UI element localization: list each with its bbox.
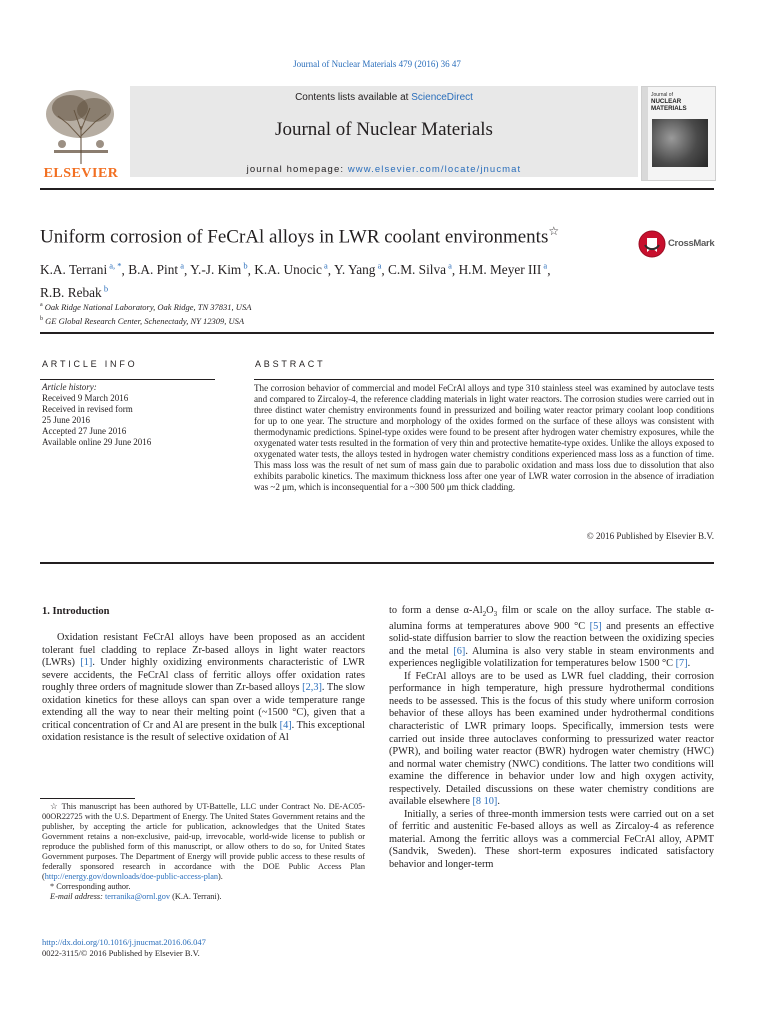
homepage-prefix: journal homepage: [246, 164, 348, 175]
reference-link[interactable]: [6] [453, 645, 466, 657]
abstract-text: The corrosion behavior of commercial and model FeCrAl alloys and type 310 stainless steel was examined by autoclave tests and compared to Zircaloy-4, the reference cladding materials in light water reactors. The corrosion studies were carried out in three distinct water chemistry environments found in pressurized and boiling water reactor primary coolant loop conditions for up to one year. The structure and morphology of the oxides formed on the surface of these alloys was consistent with thermodynamic predictions. Spinel-type oxides were found to be present after hydrogen water chemistry exposures, while the oxygenated water tests resulted in the formation of very thin and protective hematite-type oxides. Unlike the alloys exposed to oxygenated water tests, the alloys tested in hydrogen water chemistry conditions experienced mass loss as a function of time. This mass loss was the result of net sum of mass gain due to parabolic oxidation and mass loss due to dissolution that also exhibits parabolic kinetics. The maximum thickness loss after one year of LWR water corrosion in the absence of irradiation was ~2 μm, which is inconsequential for a ~300 500 μm thick cladding. [254, 383, 714, 492]
affiliation: $^b$ GE Global Research Center, Schenectady, NY 12309, USA [40, 315, 245, 326]
corresponding-author-note: * Corresponding author. [50, 882, 131, 891]
issn-line: 0022-3115/© 2016 Published by Elsevier B.V. [42, 948, 200, 958]
affiliation-letter: b [40, 315, 43, 322]
author[interactable] [40, 285, 108, 300]
homepage-link[interactable]: www.elsevier.com/locate/jnucmat [347, 164, 522, 175]
abstract-copyright: © 2016 Published by Elsevier B.V. [586, 531, 714, 541]
contents-prefix: Contents lists available at [295, 92, 412, 103]
reference-link[interactable]: [2,3] [302, 682, 322, 694]
reference-link[interactable]: http://energy.gov/downloads/doe-public-access-plan [44, 872, 219, 881]
author[interactable] [388, 262, 452, 277]
doi-link[interactable]: http://dx.doi.org/10.1016/j.jnucmat.2016.06.047 [42, 937, 206, 947]
author[interactable] [254, 262, 327, 277]
journal-banner [130, 86, 638, 177]
abstract-rule [254, 379, 714, 380]
author-name: R.B. Rebak [40, 284, 102, 300]
title-footnote-mark[interactable]: ☆ [548, 224, 560, 238]
journal-cover-thumbnail[interactable] [641, 86, 716, 181]
affiliation-mark[interactable]: a [321, 261, 328, 271]
author[interactable] [40, 262, 122, 277]
reference-link[interactable]: [1] [80, 657, 93, 669]
author-name: Y.-J. Kim [190, 262, 242, 278]
paragraph: If FeCrAl alloys are to be used as LWR fuel cladding, their corrosion performance in high temperature, high pressure hydrothermal conditions needs to be assessed. This is the focus of this study where uniform corrosion behavior of these alloys has been examined under hydrothermal conditions characteristic of LWR primary loops. Specifically, immersion tests were carried out inside three autoclaves conforming to pressurized water reactor (PWR), and boiling water reactor (BWR) hydrogen water chemistry (HWC) and normal water chemistry (NWC) conditions. The latter two conditions will examine the difference in behavior under low and high oxygen activity, respectively. Detailed discussions on these water chemistry conditions are available elsewhere [8 10]. [389, 670, 714, 808]
paragraph: Initially, a series of three-month immersion tests were carried out on a set of ferritic and austenitic Fe-based alloys as well as Zircaloy-4 as reference material. Among the ferritic alloys was a commercial FeCrAl alloy, APMT (Sandvik, Sweden). These short-term exposures indicated satisfactory behavior and longer-term [389, 808, 714, 870]
abstract-label: ABSTRACT [255, 359, 326, 369]
footnote-rule [40, 798, 135, 799]
affiliation-mark[interactable]: a [541, 261, 548, 271]
article-info-rule [40, 379, 215, 380]
affiliations [40, 299, 540, 327]
sciencedirect-link[interactable]: ScienceDirect [411, 92, 473, 103]
affiliation-mark[interactable]: a [446, 261, 452, 271]
body-column-right [389, 605, 714, 872]
author-name: B.A. Pint [128, 262, 179, 278]
cover-spine [642, 87, 648, 180]
manuscript-footnote: ☆ This manuscript has been authored by UT-Battelle, LLC under Contract No. DE-AC05-00OR22725 with the U.S. Department of Energy. The United States Government retains and the publisher, by accepting the article for publication, acknowledges that the United States Government retains a non-exclusive, paid-up, irrevocable, world-wide license to publish or reproduce the published form of this manuscript, or allow others to do so, for United States Government purposes. The Department of Energy will provide public access to these results of federally sponsored research in accordance with the DOE Public Access Plan (http://energy.gov/downloads/doe-public-access-plan). [42, 802, 365, 881]
author-name: Y. Yang [333, 262, 376, 278]
email-suffix: (K.A. Terrani). [170, 892, 222, 901]
history-line: Received in revised form [42, 404, 133, 414]
affiliation-mark[interactable]: b [241, 261, 248, 271]
paragraph: Oxidation resistant FeCrAl alloys have been proposed as an accident tolerant fuel cladding to replace Zr-based alloys in light water reactors (LWRs) [1]. Under highly oxidizing environments characteristic of LWR severe accidents, the FeCrAl class of ferritic alloys offer oxidation rates roughly three orders of magnitude slower than Zr-based alloys [2,3]. The slow oxidation kinetics for these alloys can span over a wide temperature range extending all the way to near their melting point (~1500 °C), given that a critical concentration of Cr and Al are present in the bulk [4]. This exceptional oxidation resistance is the result of selective oxidation of Al [42, 632, 366, 744]
reference-link[interactable]: [7] [675, 658, 688, 670]
article-history [42, 382, 212, 448]
paragraph: to form a dense $\alpha-Al_2O_3$ film or scale on the alloy surface. The stable α-alumina forms at temperatures above 900 °C [5] and presents an effective solid-state diffusion barrier to slow the reaction between the oxidizing species and the metal [6]. Alumina is also very stable in steam environments and experiences negligible volatilization for temperatures below 1500 °C [7]. [389, 605, 714, 670]
affiliation-mark[interactable]: a [178, 261, 184, 271]
author[interactable] [334, 262, 381, 277]
crossmark-label: CrossMark [668, 238, 715, 249]
article-info-label: ARTICLE INFO [42, 359, 138, 369]
affiliation: $^a$ Oak Ridge National Laboratory, Oak Ridge, TN 37831, USA [40, 301, 252, 312]
article-title-text: Uniform corrosion of FeCrAl alloys in LWR coolant environments [40, 226, 549, 248]
journal-masthead [40, 86, 714, 181]
journal-citation[interactable]: Journal of Nuclear Materials 479 (2016) 36 47 [293, 59, 461, 69]
contents-line [130, 92, 638, 103]
author-list: K.A. Terrani $^{a, *}$, B.A. Pint $^a$, Y.-J. Kim $^b$, K.A. Unocic $^a$, Y. Yang $^a$, C.M. Silva $^a$, H.M. Meyer III $^a$, R.B. Rebak $^b$ [40, 261, 551, 300]
header-rule [40, 188, 714, 190]
crossmark-badge[interactable] [637, 229, 717, 259]
affiliation-mark[interactable]: a, * [107, 261, 122, 271]
affiliation-mark[interactable]: a [375, 261, 382, 271]
elsevier-tree-icon [40, 86, 122, 166]
author[interactable] [190, 262, 247, 277]
email-note [42, 892, 365, 902]
crossmark-icon [637, 229, 667, 259]
journal-title: Journal of Nuclear Materials [275, 119, 493, 140]
history-line: Available online 29 June 2016 [42, 437, 152, 447]
author-name: K.A. Terrani [40, 262, 108, 278]
history-title: Article history: [42, 382, 97, 392]
elsevier-logo [40, 86, 122, 181]
section-rule [40, 332, 714, 334]
cover-journal-of: Journal of [651, 92, 673, 98]
author-name: C.M. Silva [388, 262, 447, 278]
affiliation-letter: a [40, 302, 43, 308]
subscript: 3 [493, 610, 498, 619]
reference-link[interactable]: [5] [589, 620, 602, 632]
reference-link[interactable]: [4] [279, 719, 292, 731]
body-rule [40, 562, 714, 564]
reference-link[interactable]: [8 10] [472, 796, 498, 808]
author-name: H.M. Meyer III [458, 262, 542, 278]
author[interactable] [128, 262, 184, 277]
body-column-left [42, 632, 365, 745]
author[interactable] [459, 262, 548, 277]
doi-block [42, 937, 342, 959]
section-heading-introduction: 1. Introduction [42, 606, 110, 617]
history-line: Accepted 27 June 2016 [42, 426, 127, 436]
publisher-name: ELSEVIER [43, 166, 119, 181]
history-line: 25 June 2016 [42, 415, 90, 425]
footnotes [42, 802, 365, 902]
cover-title: NUCLEAR MATERIALS [651, 98, 687, 112]
article-title [40, 224, 640, 248]
affiliation-mark[interactable]: b [101, 283, 109, 294]
cover-image [652, 119, 708, 167]
subscript: 2 [482, 610, 487, 619]
history-line: Received 9 March 2016 [42, 393, 129, 403]
author-name: K.A. Unocic [254, 262, 322, 278]
email-label: E-mail address: [50, 892, 105, 901]
journal-homepage [130, 164, 638, 175]
author-email-link[interactable]: terranika@ornl.gov [105, 892, 171, 901]
